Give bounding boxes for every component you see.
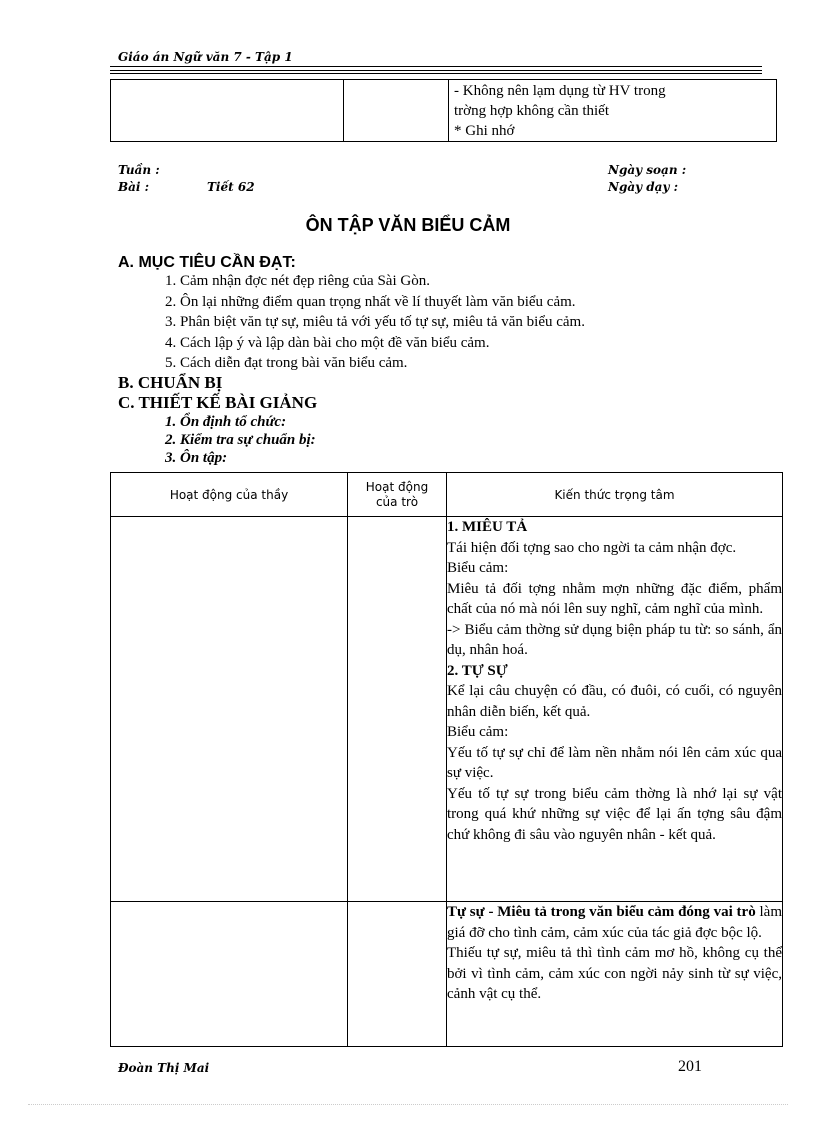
footer-author: Đoàn Thị Mai <box>118 1061 210 1075</box>
continuation-knowledge-cell <box>449 80 777 142</box>
knowledge-paragraph: Yếu tố tự sự trong biểu cảm thờng là nhớ lại sự vật trong quá khứ những sự việc để lại ấn tợng sâu đậm chứ không đi sâu vào nguyên nhân - kết quả. <box>447 785 782 843</box>
section-b-heading: B. CHUẨN BỊ <box>118 373 223 392</box>
objective-item: 3. Phân biệt văn tự sự, miêu tả với yếu tố tự sự, miêu tả văn biểu cảm. <box>165 314 585 330</box>
section-heading-mieu-ta: 1. MIÊU TẢ <box>447 519 528 535</box>
document-header-title: Giáo án Ngữ văn 7 - Tập 1 <box>118 50 293 64</box>
role-bold-lead: Tự sự - Miêu tả trong văn biểu cảm đóng vai trò <box>447 904 756 920</box>
continuation-line: trờng hợp không cần thiết <box>454 103 610 119</box>
ngay-day-label: Ngày dạy : <box>608 180 679 194</box>
header-rule <box>110 66 762 67</box>
section-a-heading: A. MỤC TIÊU CẦN ĐẠT: <box>118 254 296 271</box>
page-bottom-divider <box>28 1104 788 1105</box>
knowledge-paragraph: Kể lại câu chuyện có đầu, có đuôi, có cuối, có nguyên nhân diễn biến, kết quả. <box>447 683 782 720</box>
lesson-steps <box>165 413 316 467</box>
objective-item: 4. Cách lập ý và lập dàn bài cho một đề văn biểu cảm. <box>165 334 490 351</box>
section-c-heading: C. THIẾT KẾ BÀI GIẢNG <box>118 393 318 412</box>
knowledge-paragraph: Biểu cảm: <box>447 724 509 740</box>
knowledge-paragraph: Biểu cảm: <box>447 560 509 576</box>
role-lead-rest: làm giá đỡ cho tình cảm, cảm xúc của tác giả đợc bộc lộ. <box>447 904 782 941</box>
objectives-list <box>165 271 585 374</box>
tuan-label: Tuần : <box>118 163 160 177</box>
continuation-line: * Ghi nhớ <box>454 123 515 139</box>
header-rule <box>110 73 762 74</box>
lesson-step: 1. Ổn định tổ chức: <box>165 414 287 430</box>
teacher-activity-cell <box>111 517 348 902</box>
knowledge-cell <box>447 517 783 902</box>
knowledge-paragraph <box>447 902 782 943</box>
lesson-title: ÔN TẬP VĂN BIỂU CẢM <box>305 215 511 235</box>
continuation-table <box>110 79 777 142</box>
tiet-label: Tiết 62 <box>207 180 255 194</box>
knowledge-paragraph: -> Biểu cảm thờng sử dụng biện pháp tu từ: so sánh, ẩn dụ, nhân hoá. <box>447 621 782 658</box>
continuation-student-cell <box>344 80 449 142</box>
knowledge-paragraph: Miêu tả đối tợng nhằm mợn những đặc điểm, phẩm chất của nó mà nói lên suy nghĩ, cảm nghĩ của mình. <box>447 580 782 617</box>
lesson-step: 2. Kiểm tra sự chuẩn bị: <box>165 432 316 448</box>
knowledge-paragraph: Tái hiện đối tợng sao cho ngời ta cảm nhận đợc. <box>447 539 737 556</box>
continuation-line: - Không nên lạm dụng từ HV trong <box>454 83 666 99</box>
header-rule <box>110 70 762 71</box>
lesson-table <box>110 472 783 1047</box>
knowledge-paragraph: Thiếu tự sự, miêu tả thì tình cảm mơ hồ, không cụ thể bởi vì tình cảm, cảm xúc con ngời nảy sinh từ sự việc, cảnh vật cụ thể. <box>447 945 782 1002</box>
objective-item: 1. Cảm nhận đợc nét đẹp riêng của Sài Gòn. <box>165 273 430 289</box>
ngay-soan-label: Ngày soạn : <box>608 163 687 177</box>
student-activity-cell <box>348 902 447 1047</box>
teacher-activity-cell <box>111 902 348 1047</box>
lesson-step: 3. Ôn tập: <box>165 450 228 466</box>
objective-item: 2. Ôn lại những điểm quan trọng nhất về lí thuyết làm văn biểu cảm. <box>165 293 576 310</box>
knowledge-paragraph: Yếu tố tự sự chỉ để làm nền nhằm nói lên cảm xúc qua sự việc. <box>447 744 782 781</box>
bai-label: Bài : <box>118 180 150 194</box>
header-student-activity: Hoạt động của trò <box>348 473 447 517</box>
objective-item: 5. Cách diễn đạt trong bài văn biểu cảm. <box>165 355 408 371</box>
knowledge-cell <box>447 902 783 1047</box>
continuation-teacher-cell <box>111 80 344 142</box>
header-teacher-activity: Hoạt động của thầy <box>111 473 348 517</box>
header-key-knowledge: Kiến thức trọng tâm <box>447 473 783 517</box>
page-number: 201 <box>678 1058 702 1075</box>
student-activity-cell <box>348 517 447 902</box>
section-heading-tu-su: 2. TỰ SỰ <box>447 662 508 679</box>
